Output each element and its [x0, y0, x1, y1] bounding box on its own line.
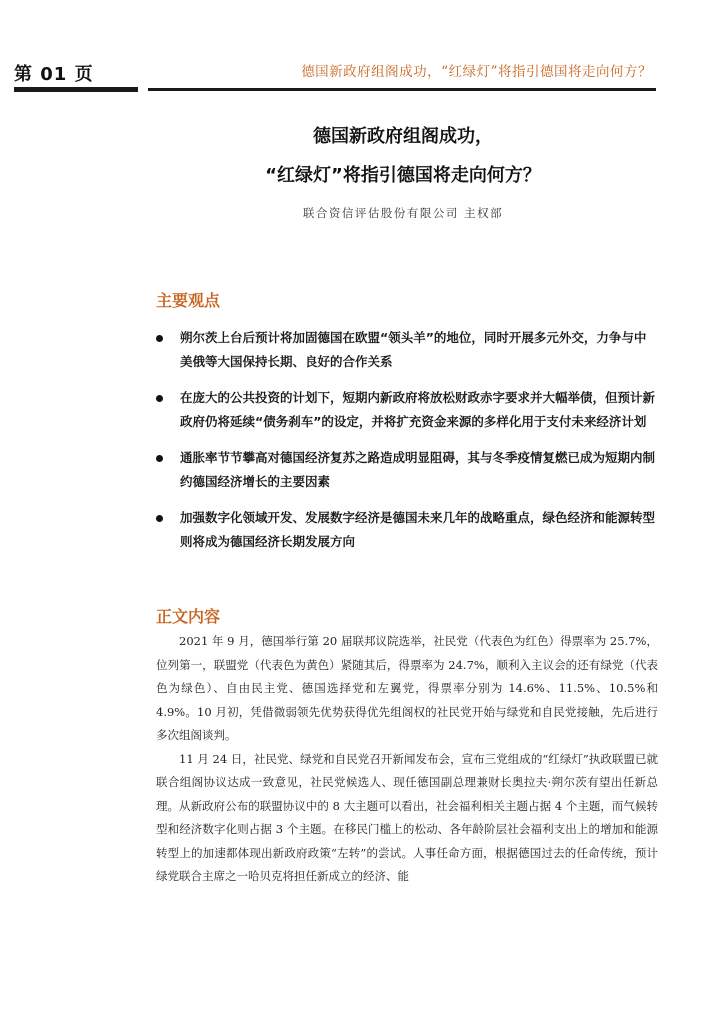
key-points-list [156, 326, 658, 566]
key-point-text: 在庞大的公共投资的计划下，短期内新政府将放松财政赤字要求并大幅举债，但预计新政府仍将延续“债务刹车”的设定，并将扩充资金来源的多样化用于支付未来经济计划 [180, 390, 656, 429]
bullet-icon [156, 455, 163, 462]
main-text-heading: 正文内容 [156, 607, 221, 626]
author-line: 联合资信评估股份有限公司 主权部 [302, 206, 504, 220]
key-point-item [156, 446, 658, 494]
document-title-line-2: “红绿灯”将指引德国将走向何方？ [265, 165, 541, 186]
body-paragraph: 2021 年 9 月，德国举行第 20 届联邦议院选举，社民党（代表色为红色）得票率为 25.7%，位列第一，联盟党（代表色为黄色）紧随其后，得票率为 24.7%，顺利入主议会的还有绿党（代表色为绿色）、自由民主党、德国选择党和左翼党，得票率分别为 14.6%、11.5%、10.5%和 4.9%。10 月初，凭借微弱领先优势获得优先组阁权的社民党开始与绿党和自民党接触，先后进行多次组阁谈判。 [156, 634, 658, 742]
page-number: 第 01 页 [14, 64, 94, 85]
body-paragraph: 11 月 24 日，社民党、绿党和自民党召开新闻发布会，宣布三党组成的“红绿灯”执政联盟已就联合组阁协议达成一致意见，社民党候选人、现任德国副总理兼财长奥拉夫·朔尔茨有望出任新总理。从新政府公布的联盟协议中的 8 大主题可以看出，社会福利相关主题占据 4 个主题，而气候转型和经济数字化则占据 3 个主题。在移民门槛上的松动、各年龄阶层社会福利支出上的增加和能源转型上的加速都体现出新政府政策“左转”的尝试。人事任命方面，根据德国过去的任命传统，预计绿党联合主席之一哈贝克将担任新成立的经济、能 [156, 751, 658, 883]
main-text-body [156, 630, 658, 889]
key-point-text: 加强数字化领域开发、发展数字经济是德国未来几年的战略重点，绿色经济和能源转型则将成为德国经济长期发展方向 [180, 510, 656, 549]
bullet-icon [156, 395, 163, 402]
key-point-text: 朔尔茨上台后预计将加固德国在欧盟“领头羊”的地位，同时开展多元外交，力争与中美俄等大国保持长期、良好的合作关系 [180, 330, 647, 369]
header-rule-thick [14, 87, 138, 92]
key-point-item [156, 386, 658, 434]
running-header-title: 德国新政府组阁成功，“红绿灯”将指引德国将走向何方？ [301, 64, 652, 80]
key-point-item [156, 326, 658, 374]
key-point-text: 通胀率节节攀高对德国经济复苏之路造成明显阻碍，其与冬季疫情复燃已成为短期内制约德国经济增长的主要因素 [180, 450, 656, 489]
bullet-icon [156, 515, 163, 522]
key-point-item [156, 506, 658, 554]
bullet-icon [156, 335, 163, 342]
key-points-heading: 主要观点 [156, 291, 221, 310]
header-rule [148, 88, 656, 91]
document-title-line-1: 德国新政府组阁成功， [313, 126, 493, 147]
